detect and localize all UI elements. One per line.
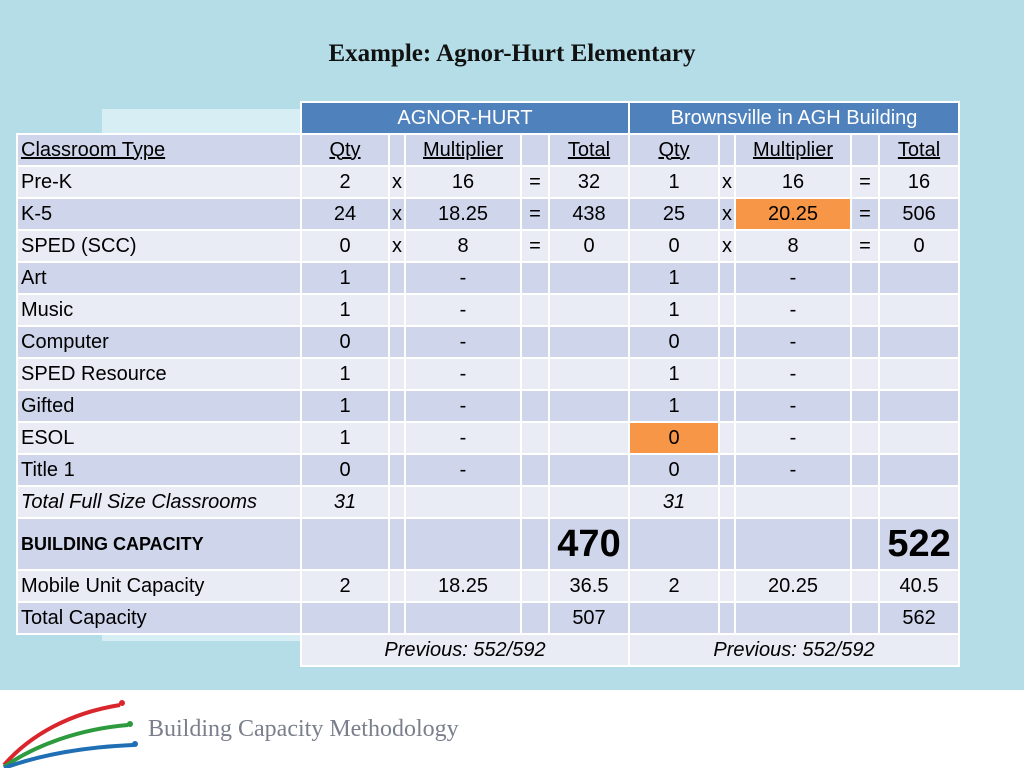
cell-equals: = [521, 198, 549, 230]
cell-qty: 2 [301, 570, 389, 602]
table-row [301, 422, 959, 454]
cell-multiplier: - [405, 326, 521, 358]
cell-total-classrooms: 31 [629, 486, 719, 518]
col-header-qty: Qty [301, 134, 389, 166]
cell-qty: 1 [629, 358, 719, 390]
cell-qty: 0 [301, 326, 389, 358]
cell-multiplier: - [735, 262, 851, 294]
cell-qty: 1 [629, 294, 719, 326]
cell-qty: 1 [301, 262, 389, 294]
row-label: K-5 [17, 198, 301, 230]
cell-equals: = [521, 230, 549, 262]
cell-total: 40.5 [879, 570, 959, 602]
cell-total: 0 [879, 230, 959, 262]
cell-total-capacity: 507 [549, 602, 629, 634]
cell-qty: 1 [301, 390, 389, 422]
cell-equals: = [851, 198, 879, 230]
row-label: Pre-K [17, 166, 301, 198]
cell-multiplier: 16 [405, 166, 521, 198]
cell-previous: Previous: 552/592 [629, 634, 959, 666]
cell-qty: 0 [629, 230, 719, 262]
row-label: BUILDING CAPACITY [17, 518, 301, 570]
cell-times: x [719, 166, 735, 198]
cell-multiplier: - [735, 294, 851, 326]
row-label: ESOL [17, 422, 301, 454]
cell-qty: 0 [629, 454, 719, 486]
table-row [301, 570, 959, 602]
cell-multiplier: - [405, 422, 521, 454]
cell-total: 36.5 [549, 570, 629, 602]
cell-multiplier: - [405, 262, 521, 294]
cell-multiplier: 18.25 [405, 570, 521, 602]
row-label: SPED (SCC) [17, 230, 301, 262]
cell-qty: 0 [629, 326, 719, 358]
cell-qty: 1 [629, 166, 719, 198]
table-row [301, 230, 959, 262]
cell-times: x [389, 230, 405, 262]
cell-multiplier: - [405, 358, 521, 390]
cell-multiplier: - [405, 390, 521, 422]
cell-qty: 1 [301, 294, 389, 326]
cell-equals: = [851, 166, 879, 198]
label-header: Classroom Type [17, 134, 301, 166]
table-row [301, 326, 959, 358]
row-label: SPED Resource [17, 358, 301, 390]
cell-multiplier: - [735, 326, 851, 358]
cell-multiplier: 18.25 [405, 198, 521, 230]
row-label: Computer [17, 326, 301, 358]
cell-multiplier: 20.25 [735, 570, 851, 602]
col-header-total: Total [879, 134, 959, 166]
cell-previous: Previous: 552/592 [301, 634, 629, 666]
cell-qty: 1 [301, 358, 389, 390]
cell-total: 506 [879, 198, 959, 230]
cell-multiplier: 8 [735, 230, 851, 262]
table-row [301, 634, 959, 666]
cell-times: x [389, 166, 405, 198]
cell-multiplier: - [735, 422, 851, 454]
table-row [301, 262, 959, 294]
cell-times: x [719, 198, 735, 230]
cell-multiplier: 16 [735, 166, 851, 198]
table-row [301, 166, 959, 198]
row-label-table [16, 133, 302, 635]
col-header-multiplier: Multiplier [735, 134, 851, 166]
cell-building-capacity: 470 [549, 518, 629, 570]
cell-qty: 0 [301, 230, 389, 262]
col-header-qty: Qty [629, 134, 719, 166]
footer-title: Building Capacity Methodology [148, 716, 459, 742]
table-row [301, 602, 959, 634]
cell-qty: 1 [629, 262, 719, 294]
row-label: Total Capacity [17, 602, 301, 634]
cell-multiplier: - [735, 454, 851, 486]
cell-qty-highlighted: 0 [629, 422, 719, 454]
cell-equals: = [521, 166, 549, 198]
slide-title: Example: Agnor-Hurt Elementary [328, 40, 696, 67]
cell-qty: 1 [301, 422, 389, 454]
cell-qty: 0 [301, 454, 389, 486]
table-row [301, 486, 959, 518]
cell-total-capacity: 562 [879, 602, 959, 634]
table-row [301, 358, 959, 390]
table-row [301, 198, 959, 230]
cell-multiplier: - [405, 454, 521, 486]
table-row [301, 454, 959, 486]
cell-times: x [719, 230, 735, 262]
group-header-agnor: AGNOR-HURT [301, 102, 629, 134]
row-label: Title 1 [17, 454, 301, 486]
group-header-brownsville: Brownsville in AGH Building [629, 102, 959, 134]
capacity-table [300, 101, 960, 667]
cell-qty: 25 [629, 198, 719, 230]
cell-equals: = [851, 230, 879, 262]
cell-multiplier: 8 [405, 230, 521, 262]
cell-total: 32 [549, 166, 629, 198]
cell-multiplier-highlighted: 20.25 [735, 198, 851, 230]
col-header-multiplier: Multiplier [405, 134, 521, 166]
row-label: Gifted [17, 390, 301, 422]
row-label: Art [17, 262, 301, 294]
cell-multiplier: - [405, 294, 521, 326]
row-label: Mobile Unit Capacity [17, 570, 301, 602]
row-label: Music [17, 294, 301, 326]
row-label: Total Full Size Classrooms [17, 486, 301, 518]
cell-qty: 2 [629, 570, 719, 602]
cell-total: 0 [549, 230, 629, 262]
table-row [301, 294, 959, 326]
cell-building-capacity: 522 [879, 518, 959, 570]
cell-total: 438 [549, 198, 629, 230]
cell-times: x [389, 198, 405, 230]
cell-qty: 2 [301, 166, 389, 198]
cell-qty: 24 [301, 198, 389, 230]
cell-multiplier: - [735, 390, 851, 422]
col-header-total: Total [549, 134, 629, 166]
cell-total-classrooms: 31 [301, 486, 389, 518]
cell-total: 16 [879, 166, 959, 198]
cell-qty: 1 [629, 390, 719, 422]
table-row [301, 518, 959, 570]
swoosh-logo-icon [0, 695, 140, 768]
table-row [301, 390, 959, 422]
cell-multiplier: - [735, 358, 851, 390]
